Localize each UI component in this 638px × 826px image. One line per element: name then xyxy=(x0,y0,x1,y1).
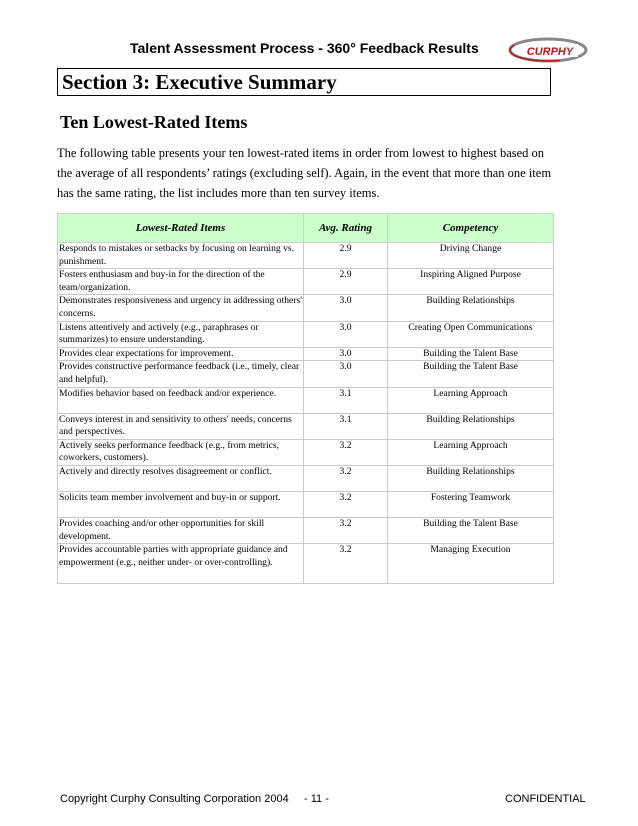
table-row xyxy=(58,295,554,321)
table-header-row xyxy=(58,214,554,243)
table-row xyxy=(58,465,554,491)
competency-cell: Learning Approach xyxy=(388,387,554,413)
table-row xyxy=(58,439,554,465)
competency-cell: Fostering Teamwork xyxy=(388,491,554,517)
rating-cell: 2.9 xyxy=(304,269,388,295)
item-cell: Solicits team member involvement and buy-in or support. xyxy=(58,491,304,517)
item-cell: Modifies behavior based on feedback and/or experience. xyxy=(58,387,304,413)
competency-cell: Building Relationships xyxy=(388,295,554,321)
section-title: Section 3: Executive Summary xyxy=(62,70,337,94)
competency-cell: Building the Talent Base xyxy=(388,517,554,543)
table-row xyxy=(58,517,554,543)
item-cell: Demonstrates responsiveness and urgency in addressing others' concerns. xyxy=(58,295,304,321)
competency-cell: Building the Talent Base xyxy=(388,347,554,361)
table-row xyxy=(58,243,554,269)
rating-cell: 3.1 xyxy=(304,387,388,413)
item-cell: Provides clear expectations for improvement. xyxy=(58,347,304,361)
rating-cell: 3.0 xyxy=(304,321,388,347)
rating-cell: 2.9 xyxy=(304,243,388,269)
column-header-rating: Avg. Rating xyxy=(304,214,388,243)
table-row xyxy=(58,387,554,413)
column-header-items: Lowest-Rated Items xyxy=(58,214,304,243)
competency-cell: Inspiring Aligned Purpose xyxy=(388,269,554,295)
document-header-title: Talent Assessment Process - 360° Feedback Results xyxy=(130,40,479,56)
rating-cell: 3.2 xyxy=(304,465,388,491)
table-row xyxy=(58,544,554,584)
intro-paragraph: The following table presents your ten lowest-rated items in order from lowest to highest based on the average of all respondents’ ratings (excluding self). Again, in the event that more than one item has the same rating, the list includes more than ten survey items. xyxy=(57,146,552,200)
table-row xyxy=(58,361,554,387)
item-cell: Conveys interest in and sensitivity to others' needs, concerns and perspectives. xyxy=(58,413,304,439)
item-cell: Fosters enthusiasm and buy-in for the direction of the team/organization. xyxy=(58,269,304,295)
lowest-rated-items-table xyxy=(57,213,554,584)
table-row xyxy=(58,413,554,439)
table-row xyxy=(58,347,554,361)
rating-cell: 3.2 xyxy=(304,491,388,517)
competency-cell: Building Relationships xyxy=(388,413,554,439)
curphy-logo xyxy=(508,34,592,66)
rating-cell: 3.0 xyxy=(304,361,388,387)
competency-cell: Creating Open Communications xyxy=(388,321,554,347)
footer-page-number: - 11 - xyxy=(304,793,329,805)
section-title-box xyxy=(57,68,551,96)
footer-copyright: Copyright Curphy Consulting Corporation 2004 xyxy=(60,793,289,805)
column-header-competency: Competency xyxy=(388,214,554,243)
rating-cell: 3.0 xyxy=(304,347,388,361)
item-cell: Listens attentively and actively (e.g., paraphrases or summarizes) to ensure understanding. xyxy=(58,321,304,347)
rating-cell: 3.2 xyxy=(304,517,388,543)
item-cell: Actively and directly resolves disagreement or conflict. xyxy=(58,465,304,491)
competency-cell: Building Relationships xyxy=(388,465,554,491)
competency-cell: Managing Execution xyxy=(388,544,554,584)
item-cell: Responds to mistakes or setbacks by focusing on learning vs. punishment. xyxy=(58,243,304,269)
item-cell: Provides coaching and/or other opportunities for skill development. xyxy=(58,517,304,543)
rating-cell: 3.0 xyxy=(304,295,388,321)
table-row xyxy=(58,491,554,517)
item-cell: Provides accountable parties with appropriate guidance and empowerment (e.g., neither under- or over-controlling). xyxy=(58,544,304,584)
competency-cell: Driving Change xyxy=(388,243,554,269)
rating-cell: 3.2 xyxy=(304,439,388,465)
logo-text: CURPHY xyxy=(526,46,574,58)
subtitle: Ten Lowest-Rated Items xyxy=(60,112,248,132)
item-cell: Provides constructive performance feedback (i.e., timely, clear and helpful). xyxy=(58,361,304,387)
rating-cell: 3.2 xyxy=(304,544,388,584)
item-cell: Actively seeks performance feedback (e.g., from metrics, coworkers, customers). xyxy=(58,439,304,465)
rating-cell: 3.1 xyxy=(304,413,388,439)
competency-cell: Building the Talent Base xyxy=(388,361,554,387)
table-row xyxy=(58,269,554,295)
competency-cell: Learning Approach xyxy=(388,439,554,465)
footer-confidential: CONFIDENTIAL xyxy=(505,793,586,805)
table-row xyxy=(58,321,554,347)
